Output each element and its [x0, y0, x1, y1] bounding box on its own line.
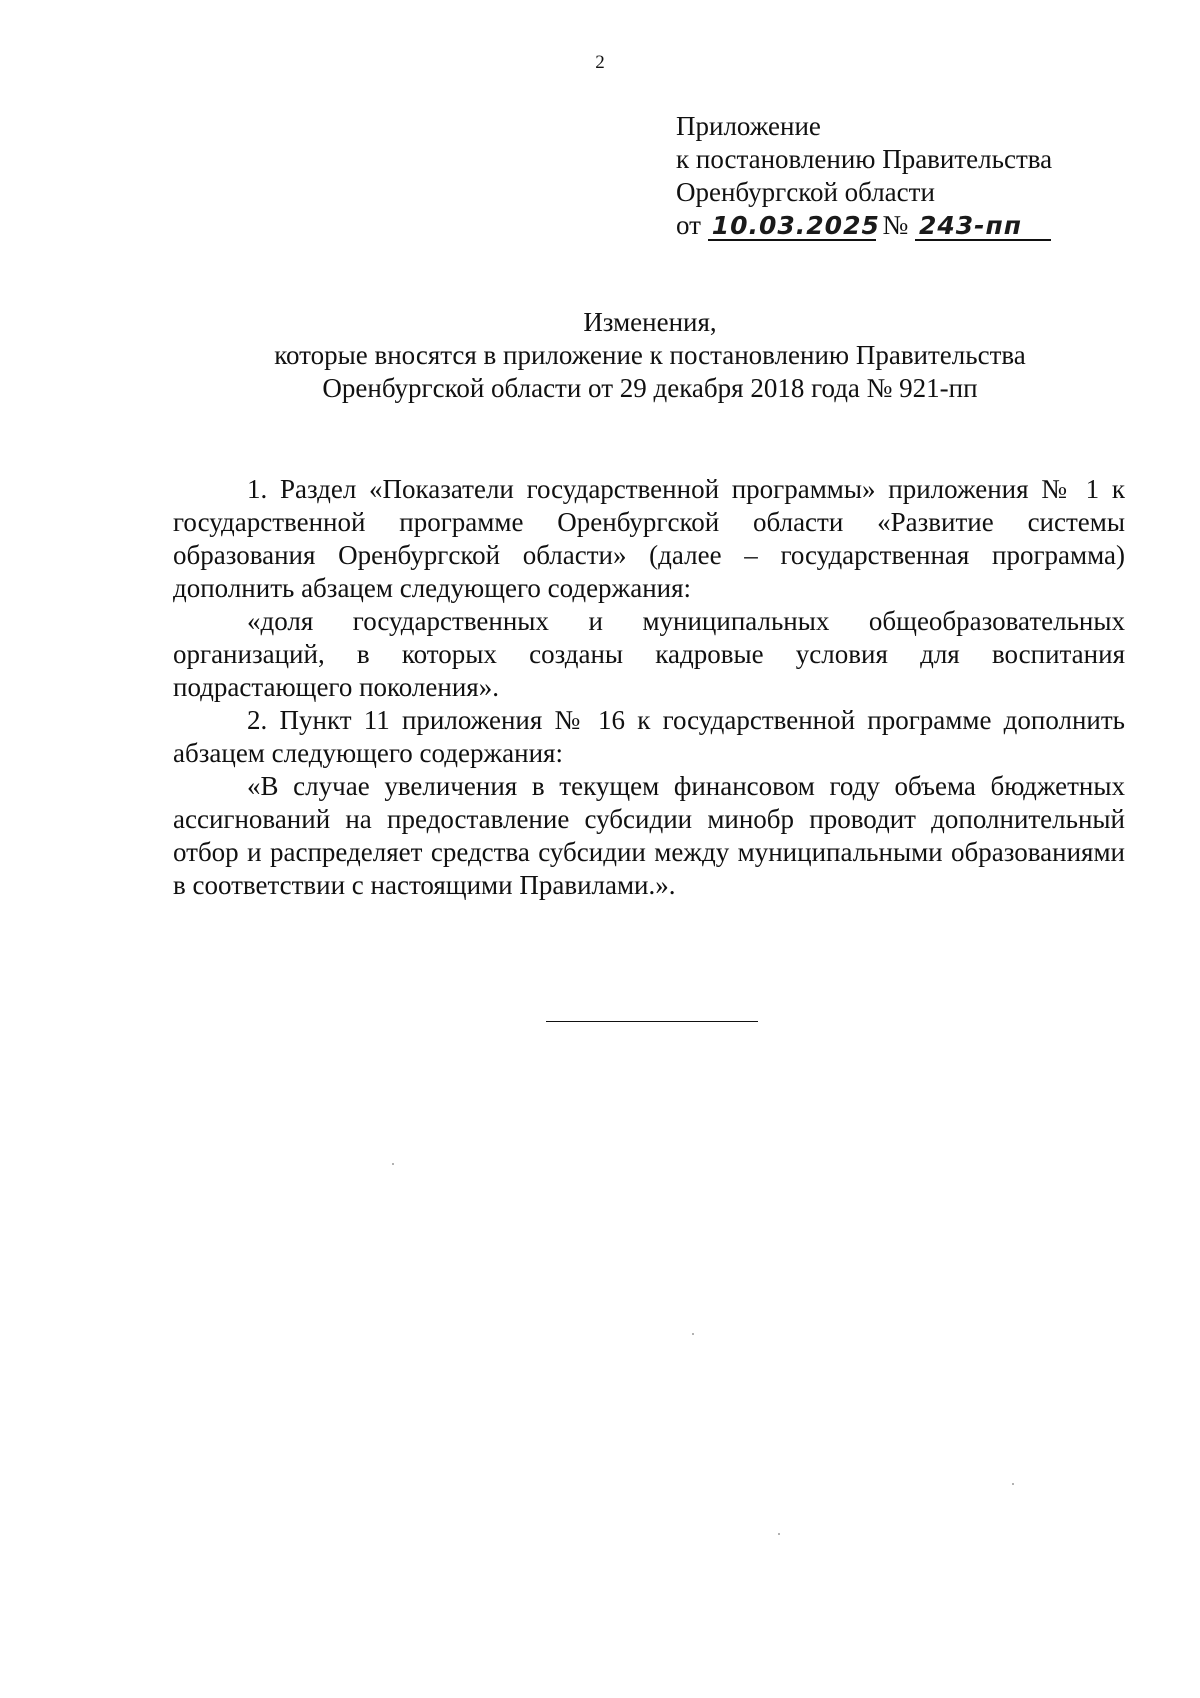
number-sign: №	[882, 210, 909, 240]
page-number: 2	[595, 52, 605, 73]
appendix-block	[676, 110, 1052, 242]
handwritten-number: 243-пп	[915, 213, 1051, 241]
document-body	[173, 473, 1125, 902]
appendix-line-1: Приложение	[676, 111, 821, 141]
paragraph-2: «доля государственных и муниципальных общеобразовательных организаций, в которых созданы кадровые условия для воспитания подрастающего поколения».	[173, 606, 1125, 702]
scan-speck	[692, 1333, 694, 1335]
appendix-date-line	[676, 209, 1052, 242]
scan-speck	[1012, 1483, 1014, 1485]
paragraph-1: 1. Раздел «Показатели государственной программы» приложения № 1 к государственной программе Оренбургской области «Развитие системы образования Оренбургской области» (далее – государственная программа) дополнить абзацем следующего содержания:	[173, 474, 1125, 603]
paragraph-4: «В случае увеличения в текущем финансовом году объема бюджетных ассигнований на предоставление субсидии минобр проводит дополнительный отбор и распределяет средства субсидии между муниципальными образованиями в соответствии с настоящими Правилами.».	[173, 771, 1125, 900]
appendix-line-2: к постановлению Правительства	[676, 144, 1053, 174]
title-line-3: Оренбургской области от 29 декабря 2018 года № 921-пп	[322, 373, 978, 403]
title-line-2: которые вносятся в приложение к постановлению Правительства	[274, 340, 1026, 370]
handwritten-date: 10.03.2025	[708, 213, 876, 241]
scan-speck	[392, 1163, 394, 1165]
scan-speck	[778, 1533, 780, 1535]
appendix-line-3: Оренбургской области	[676, 177, 935, 207]
paragraph-3: 2. Пункт 11 приложения № 16 к государственной программе дополнить абзацем следующего содержания:	[173, 705, 1125, 768]
date-prefix: от	[676, 210, 701, 240]
document-title	[0, 306, 1200, 405]
closing-rule	[546, 1021, 758, 1022]
title-line-1: Изменения,	[583, 307, 717, 337]
